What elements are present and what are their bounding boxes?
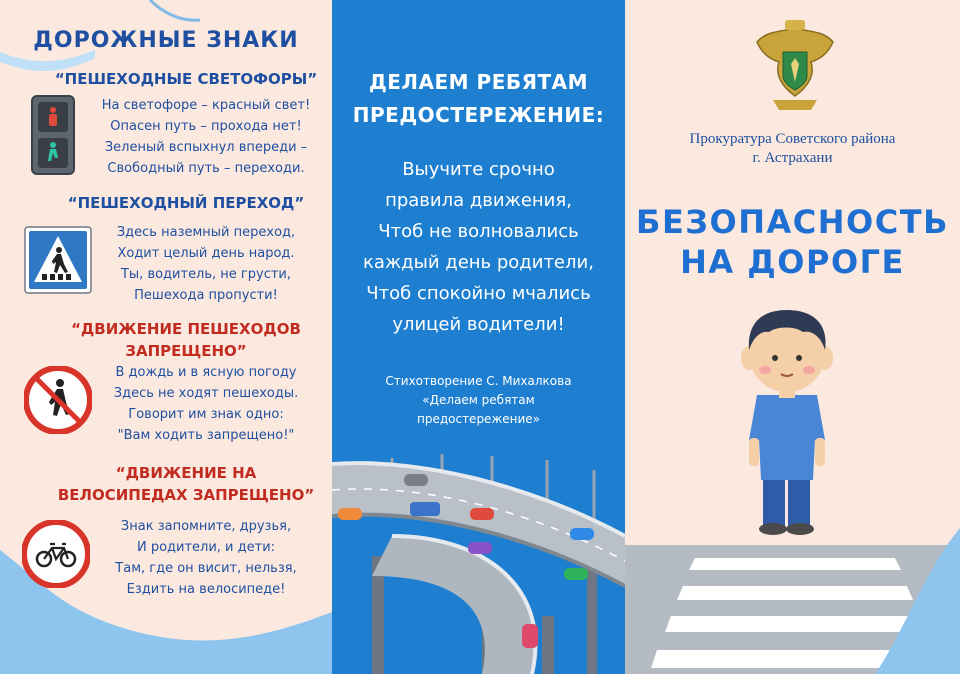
poem-line: Здесь наземный переход,: [116, 225, 296, 240]
poem-source: [332, 372, 625, 429]
main-title: [625, 202, 960, 282]
source-line: «Делаем ребятам: [422, 393, 535, 407]
poem-line: Ходит целый день народ.: [117, 246, 295, 261]
middle-panel-poem: [332, 154, 625, 340]
poem-line: Там, где он висит, нельзя,: [115, 561, 297, 576]
heading-line: ВЕЛОСИПЕДАХ ЗАПРЕЩЕНО”: [57, 486, 315, 504]
pedestrian-traffic-light-icon: [31, 95, 75, 179]
middle-panel: [332, 0, 625, 674]
middle-panel-title: [332, 66, 625, 132]
poem-line: Свободный путь – переходи.: [107, 161, 305, 176]
poem-line: Ты, водитель, не грусти,: [120, 267, 292, 282]
poem-no-bicycles: [80, 516, 332, 600]
highway-interchange-illustration: [332, 446, 625, 674]
poem-line: На светофоре – красный свет!: [101, 98, 311, 113]
heading-line: ЗАПРЕЩЕНО”: [125, 342, 247, 360]
left-panel-title: ДОРОЖНЫЕ ЗНАКИ: [33, 28, 299, 53]
poem-line: улицей водители!: [392, 314, 565, 335]
title-line: НА ДОРОГЕ: [680, 243, 905, 281]
poem-traffic-lights: [80, 95, 332, 179]
section-heading-no-pedestrians: [40, 318, 332, 362]
title-line: ДЕЛАЕМ РЕБЯТАМ: [368, 70, 589, 94]
left-panel: [0, 0, 332, 674]
prosecutor-office-emblem-icon: [753, 14, 837, 118]
title-line: БЕЗОПАСНОСТЬ: [636, 203, 949, 241]
title-line: ПРЕДОСТЕРЕЖЕНИЕ:: [352, 103, 605, 127]
poem-line: Пешехода пропусти!: [134, 288, 278, 303]
poem-crossing: [80, 222, 332, 306]
poem-line: Знак запомните, друзья,: [120, 519, 292, 534]
heading-line: “ДВИЖЕНИЕ ПЕШЕХОДОВ: [71, 320, 301, 338]
poem-line: Зеленый вспыхнул впереди –: [104, 140, 308, 155]
poem-line: "Вам ходить запрещено!": [117, 428, 295, 443]
poem-line: каждый день родители,: [363, 252, 594, 273]
poem-line: Ездить на велосипеде!: [126, 582, 286, 597]
section-heading-traffic-lights: “ПЕШЕХОДНЫЕ СВЕТОФОРЫ”: [54, 70, 318, 88]
right-panel: [625, 0, 960, 674]
poem-line: В дождь и в ясную погоду: [115, 365, 297, 380]
section-heading-no-bicycles: [40, 462, 332, 506]
poem-line: Говорит им знак одно:: [128, 407, 284, 422]
source-line: Стихотворение С. Михалкова: [385, 374, 572, 388]
poem-line: Чтоб спокойно мчались: [366, 283, 591, 304]
poem-line: Чтоб не волновались: [378, 221, 579, 242]
poem-line: Выучите срочно: [402, 159, 555, 180]
poem-line: Опасен путь – прохода нет!: [110, 119, 302, 134]
heading-line: “ДВИЖЕНИЕ НА: [115, 464, 257, 482]
poem-line: Здесь не ходят пешеходы.: [113, 386, 299, 401]
source-line: предостережение»: [416, 412, 541, 426]
boy-at-crosswalk-illustration: [625, 300, 960, 674]
org-line: г. Астрахани: [752, 150, 833, 166]
section-heading-crossing: “ПЕШЕХОДНЫЙ ПЕРЕХОД”: [67, 194, 305, 212]
organization-name: [625, 130, 960, 168]
org-line: Прокуратура Советского района: [689, 131, 896, 147]
poem-line: И родители, и дети:: [136, 540, 276, 555]
poem-line: правила движения,: [385, 190, 572, 211]
poem-no-pedestrians: [80, 362, 332, 446]
